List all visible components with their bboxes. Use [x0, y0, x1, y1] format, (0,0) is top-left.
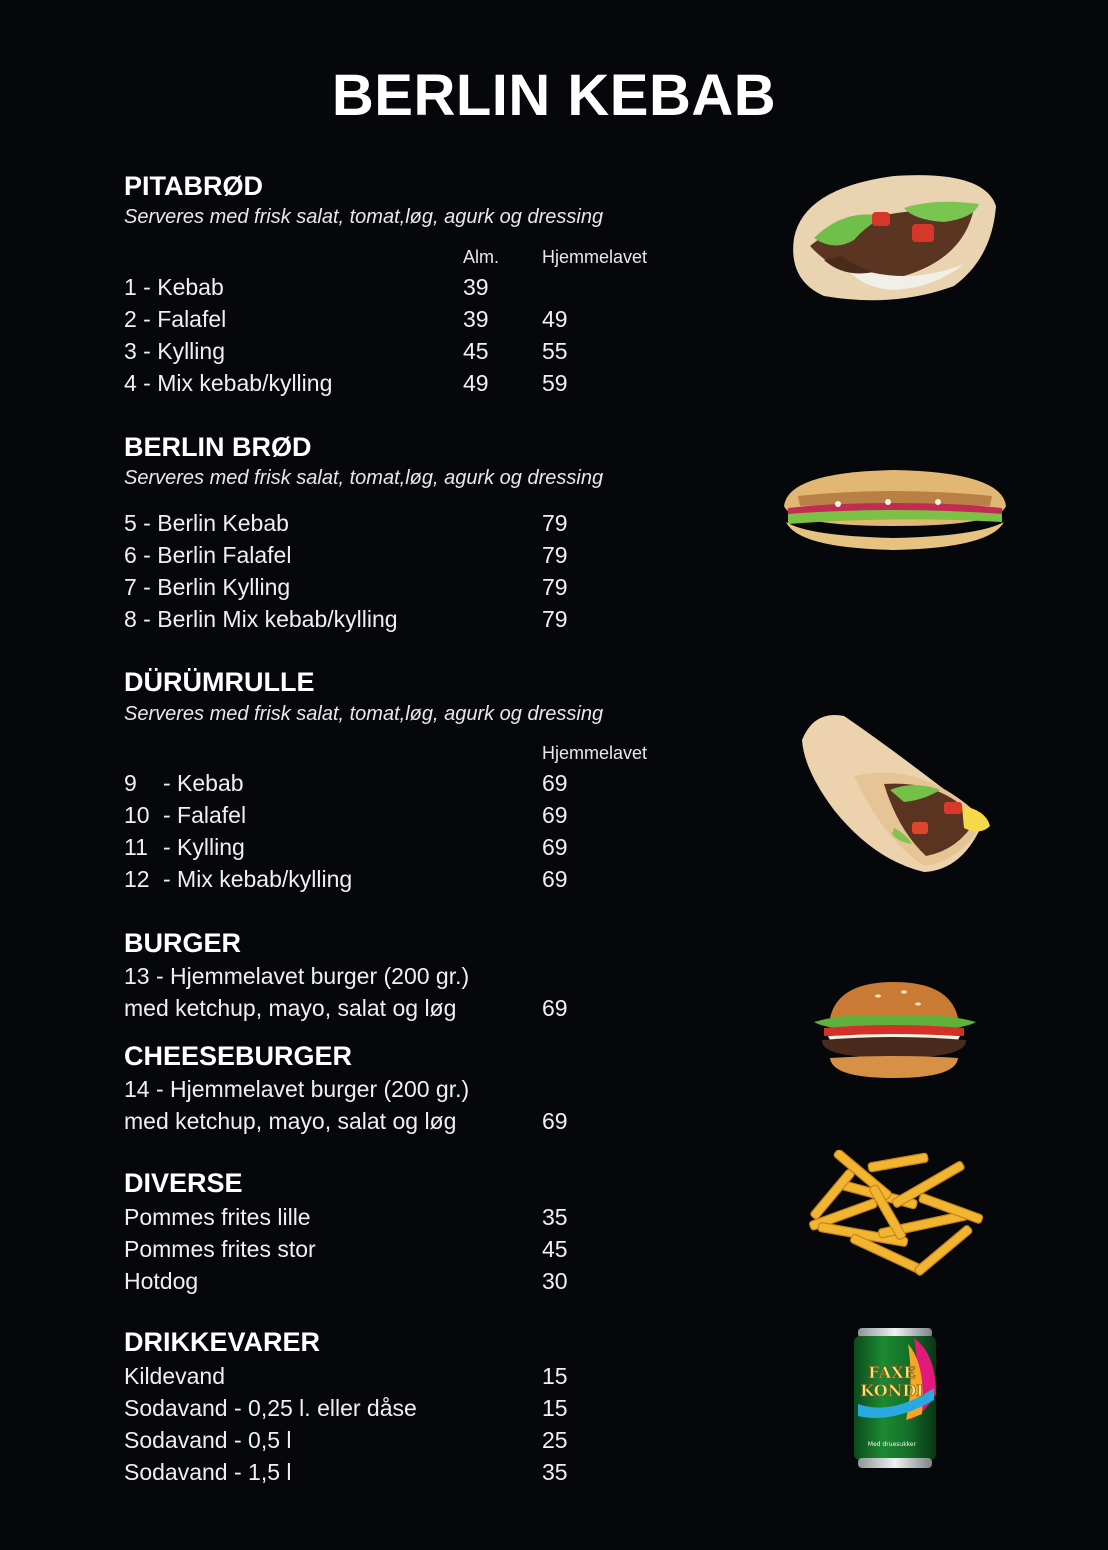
- section-subtitle-pita: Serveres med frisk salat, tomat,løg, agurk og dressing: [124, 206, 604, 228]
- section-title-durum: DÜRÜMRULLE: [124, 667, 315, 697]
- menu-item-row: [0, 1108, 700, 1140]
- item-price: 69: [542, 834, 568, 860]
- item-number: 10: [124, 802, 150, 828]
- item-price-alm: 39: [463, 274, 489, 300]
- section-title-pita: PITABRØD: [124, 171, 263, 201]
- item-price: 35: [542, 1459, 568, 1485]
- section-title-diverse: DIVERSE: [124, 1168, 243, 1198]
- item-price: 30: [542, 1268, 568, 1294]
- item-name: - Mix kebab/kylling: [163, 866, 353, 892]
- soda-can-image: [852, 1324, 938, 1472]
- item-name: - Falafel: [163, 802, 247, 828]
- menu-item-row: [0, 274, 700, 306]
- can-brand-line2: KONDI: [860, 1381, 924, 1400]
- item-name: 6 - Berlin Falafel: [124, 542, 292, 568]
- menu-item-row: [0, 574, 700, 606]
- item-number: 9: [124, 770, 137, 796]
- menu-item-row: [0, 802, 700, 834]
- menu-title: BERLIN KEBAB: [331, 63, 777, 128]
- item-name: 3 - Kylling: [124, 338, 225, 364]
- item-price: 69: [542, 802, 568, 828]
- item-price: 25: [542, 1427, 568, 1453]
- section-subtitle-berlin: Serveres med frisk salat, tomat,løg, agurk og dressing: [124, 467, 604, 489]
- item-name: Sodavand - 0,5 l: [124, 1427, 292, 1453]
- item-name: 8 - Berlin Mix kebab/kylling: [124, 606, 398, 632]
- item-number: 12: [124, 866, 150, 892]
- menu-item-row: [0, 542, 700, 574]
- menu-item-row: [0, 1363, 700, 1395]
- item-name: 2 - Falafel: [124, 306, 227, 332]
- item-price-hjemmelavet: 59: [542, 370, 568, 396]
- item-price-hjemmelavet: 49: [542, 306, 568, 332]
- menu-item-row: [0, 1204, 700, 1236]
- item-description: med ketchup, mayo, salat og løg: [124, 1108, 457, 1134]
- item-name: Hotdog: [124, 1268, 199, 1294]
- section-title-cheeseburger: CHEESEBURGER: [124, 1041, 353, 1071]
- menu-item-row: [0, 995, 700, 1027]
- item-price: 35: [542, 1204, 568, 1230]
- item-price: 79: [542, 542, 568, 568]
- item-name: Sodavand - 0,25 l. eller dåse: [124, 1395, 417, 1421]
- item-name: 5 - Berlin Kebab: [124, 510, 289, 536]
- item-price: 69: [542, 1108, 568, 1134]
- item-description: med ketchup, mayo, salat og løg: [124, 995, 457, 1021]
- menu-item-row: [0, 1236, 700, 1268]
- item-name: 7 - Berlin Kylling: [124, 574, 291, 600]
- item-name: - Kebab: [163, 770, 244, 796]
- section-title-drinks: DRIKKEVARER: [124, 1327, 321, 1357]
- can-brand-line1: FAXE: [868, 1363, 916, 1382]
- durum-image: [794, 710, 994, 874]
- item-price-alm: 45: [463, 338, 489, 364]
- item-price: 79: [542, 606, 568, 632]
- section-title-berlin: BERLIN BRØD: [124, 432, 312, 462]
- item-name: Sodavand - 1,5 l: [124, 1459, 292, 1485]
- item-description: 14 - Hjemmelavet burger (200 gr.): [124, 1076, 470, 1102]
- fries-image: [798, 1150, 988, 1282]
- item-name: 4 - Mix kebab/kylling: [124, 370, 333, 396]
- item-name: Pommes frites lille: [124, 1204, 311, 1230]
- column-header-alm: Alm.: [463, 247, 499, 267]
- item-name: - Kylling: [163, 834, 245, 860]
- menu-item-row: [0, 1076, 700, 1108]
- item-price: 15: [542, 1395, 568, 1421]
- item-price: 69: [542, 995, 568, 1021]
- item-number: 11: [124, 834, 148, 860]
- menu-item-row: [0, 338, 700, 370]
- menu-item-row: [0, 306, 700, 338]
- item-name: Pommes frites stor: [124, 1236, 316, 1262]
- menu-item-row: [0, 1459, 700, 1491]
- section-subtitle-durum: Serveres med frisk salat, tomat,løg, agurk og dressing: [124, 703, 604, 725]
- item-name: 1 - Kebab: [124, 274, 224, 300]
- menu-item-row: [0, 510, 700, 542]
- pita-image: [784, 168, 1000, 310]
- item-price: 79: [542, 574, 568, 600]
- can-small-text: Med druesukker: [867, 1441, 917, 1448]
- item-price: 79: [542, 510, 568, 536]
- column-header-hjemmelavet: Hjemmelavet: [542, 743, 648, 763]
- menu-item-row: [0, 606, 700, 638]
- menu-item-row: [0, 963, 700, 995]
- item-description: 13 - Hjemmelavet burger (200 gr.): [124, 963, 470, 989]
- item-price: 69: [542, 770, 568, 796]
- menu-item-row: [0, 1268, 700, 1300]
- column-header-hjemmelavet: Hjemmelavet: [542, 247, 648, 267]
- menu-item-row: [0, 1395, 700, 1427]
- item-price: 69: [542, 866, 568, 892]
- item-name: Kildevand: [124, 1363, 226, 1389]
- burger-image: [808, 978, 980, 1082]
- menu-item-row: [0, 1427, 700, 1459]
- item-price: 15: [542, 1363, 568, 1389]
- menu-item-row: [0, 834, 700, 866]
- berlin-bread-image: [778, 466, 1010, 552]
- menu-item-row: [0, 370, 700, 402]
- item-price-hjemmelavet: 55: [542, 338, 568, 364]
- menu-item-row: [0, 770, 700, 802]
- item-price-alm: 39: [463, 306, 489, 332]
- item-price-alm: 49: [463, 370, 489, 396]
- menu-item-row: [0, 866, 700, 898]
- section-title-burger: BURGER: [124, 928, 242, 958]
- item-price: 45: [542, 1236, 568, 1262]
